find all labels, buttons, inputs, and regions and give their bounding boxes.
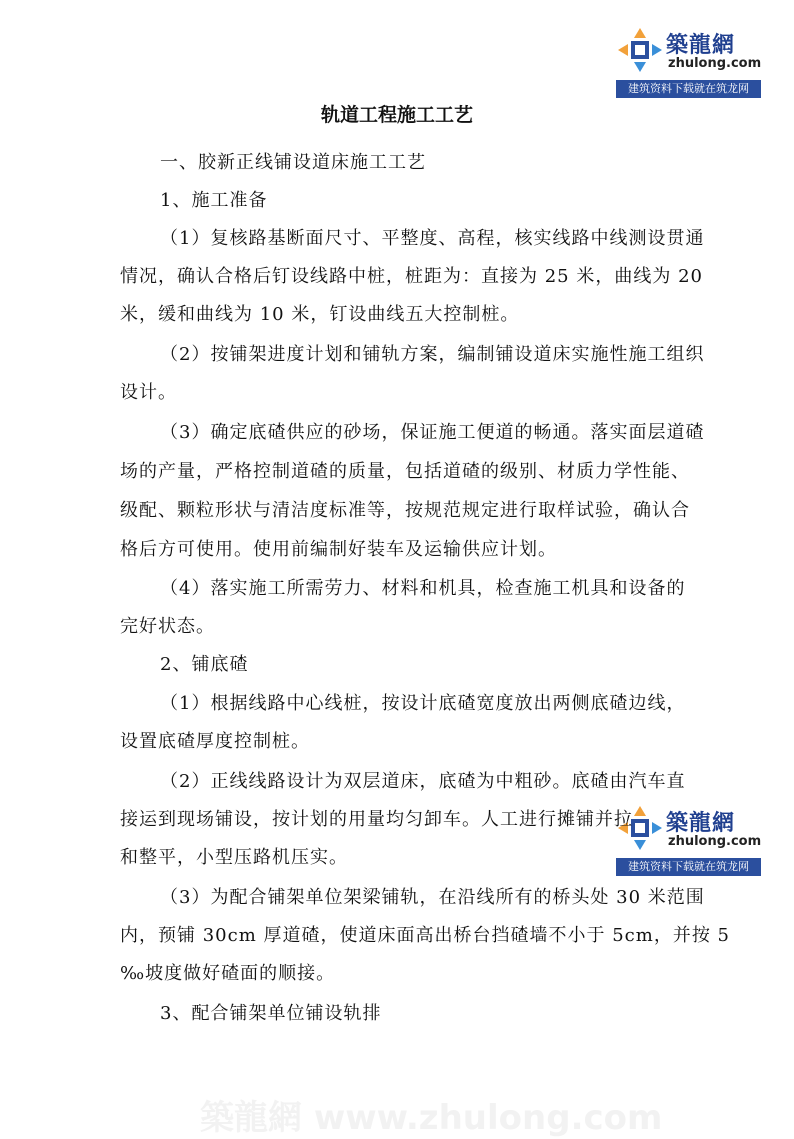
paragraph-line: 米，缓和曲线为 10 米，钉设曲线五大控制桩。 [120, 304, 520, 325]
paragraph-line: ‰坡度做好碴面的顺接。 [120, 963, 336, 984]
paragraph-line: （1）复核路基断面尺寸、平整度、高程，核实线路中线测设贯通 [160, 228, 705, 249]
document-title: 轨道工程施工工艺 [320, 104, 473, 126]
paragraph-line: （2）按铺架进度计划和铺轨方案，编制铺设道床实施性施工组织 [160, 344, 705, 365]
watermark: 築龍網 www.zhulong.com [200, 1098, 663, 1138]
paragraph-line: 设计。 [120, 382, 177, 403]
paragraph-line: 情况，确认合格后钉设线路中桩，桩距为：直接为 25 米，曲线为 20 [120, 266, 703, 287]
zhulong-logo-icon [616, 26, 664, 74]
logo-mid [616, 800, 761, 880]
logo-cn: 築龍網 [666, 810, 736, 836]
logo-en: zhulong.com [668, 834, 762, 849]
paragraph-line: 内，预铺 30cm 厚道碴，使道床面高出桥台挡碴墙不小于 5cm，并按 5 [120, 925, 730, 946]
paragraph-line: 级配、颗粒形状与清洁度标准等，按规范规定进行取样试验，确认合 [120, 500, 690, 521]
paragraph-line: （3）确定底碴供应的砂场，保证施工便道的畅通。落实面层道碴 [160, 422, 705, 443]
paragraph-line: （1）根据线路中心线桩，按设计底碴宽度放出两侧底碴边线， [160, 693, 686, 714]
paragraph-line: （2）正线线路设计为双层道床，底碴为中粗砂。底碴由汽车直 [160, 771, 686, 792]
paragraph-line: 场的产量，严格控制道碴的质量，包括道碴的级别、材质力学性能、 [120, 461, 690, 482]
paragraph-line: 和整平，小型压路机压实。 [120, 847, 348, 868]
logo-top [616, 22, 761, 102]
subsection-heading: 1、施工准备 [160, 190, 268, 211]
logo-slogan: 建筑资料下载就在筑龙网 [616, 80, 761, 98]
paragraph-line: 设置底碴厚度控制桩。 [120, 731, 310, 752]
logo-en: zhulong.com [668, 56, 762, 71]
logo-cn: 築龍網 [666, 32, 736, 58]
paragraph-line: 完好状态。 [120, 616, 215, 637]
paragraph-line: 接运到现场铺设，按计划的用量均匀卸车。人工进行摊铺并拉 [120, 809, 633, 830]
paragraph-line: （4）落实施工所需劳力、材料和机具，检查施工机具和设备的 [160, 578, 686, 599]
section-heading: 一、胶新正线铺设道床施工工艺 [160, 152, 426, 173]
subsection-heading: 2、铺底碴 [160, 654, 249, 675]
subsection-heading: 3、配合铺架单位铺设轨排 [160, 1003, 382, 1024]
paragraph-line: （3）为配合铺架单位架梁铺轨，在沿线所有的桥头处 30 米范围 [160, 887, 705, 908]
paragraph-line: 格后方可使用。使用前编制好装车及运输供应计划。 [120, 539, 557, 560]
logo-slogan: 建筑资料下载就在筑龙网 [616, 858, 761, 876]
